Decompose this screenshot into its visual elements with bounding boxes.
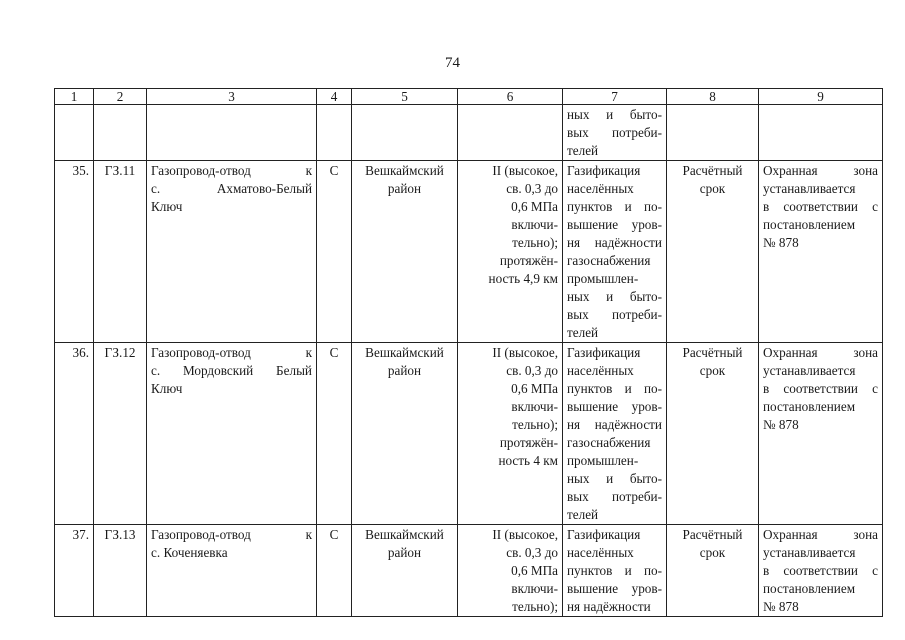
cell-text-line: ность 4,9 км: [488, 271, 558, 286]
cell-text-line: с. Ахматово-Белый: [151, 181, 312, 196]
header-cell: 1: [55, 89, 94, 105]
cell-text-line: Вешкаймский: [365, 163, 444, 178]
cell-text-line: пунктов и по-: [567, 199, 662, 214]
cell-text-line: Охранная зона: [763, 527, 878, 542]
cell-text-line: Газификация: [567, 527, 641, 542]
cell-text-line: вых потреби-: [567, 489, 662, 504]
cell-text-line: включи-: [511, 581, 558, 596]
cell-text-line: Охранная зона: [763, 163, 878, 178]
purpose-cell: [563, 105, 667, 161]
header-cell: 8: [667, 89, 759, 105]
row-number-cell: 37.: [55, 525, 94, 617]
status-cell: С: [317, 343, 352, 525]
document-table: [54, 88, 883, 617]
cell-text-line: № 878: [763, 417, 799, 432]
cell-text-line: срок: [699, 545, 726, 560]
header-cell: 2: [94, 89, 147, 105]
purpose-cell: [563, 343, 667, 525]
cell-text-line: ня надёжности: [567, 235, 662, 250]
implementation-term-cell: [667, 525, 759, 617]
cell-text-line: вышение уров-: [567, 399, 662, 414]
cell-text-line: устанавливается: [763, 363, 856, 378]
cell-text-line: Охранная зона: [763, 345, 878, 360]
cell-text-line: вых потреби-: [567, 125, 662, 140]
cell-text-line: район: [387, 181, 422, 196]
cell-text-line: Расчётный: [682, 163, 743, 178]
cell-text-line: Ключ: [151, 381, 183, 396]
object-name-cell: [147, 161, 317, 343]
cell-text-line: Газификация: [567, 345, 641, 360]
cell-text-line: район: [387, 363, 422, 378]
cell-text-line: тельно);: [512, 599, 558, 614]
cell-text-line: 0,6 МПа: [511, 199, 558, 214]
header-cell: 9: [759, 89, 883, 105]
purpose-cell: [563, 525, 667, 617]
cell-text-line: телей: [567, 507, 599, 522]
parameters-cell: [458, 343, 563, 525]
cell-text-line: Вешкаймский: [365, 345, 444, 360]
parameters-cell: [458, 525, 563, 617]
header-cell: 5: [352, 89, 458, 105]
object-code-cell: ГЗ.12: [94, 343, 147, 525]
cell-text-line: в соответствии с: [763, 199, 878, 214]
cell-text-line: Расчётный: [682, 345, 743, 360]
cell-text-line: вышение уров-: [567, 217, 662, 232]
cell-text-line: II (высокое,: [492, 163, 558, 178]
cell-text-line: Газификация: [567, 163, 641, 178]
cell-text-line: Газопровод-отвод к: [151, 527, 312, 542]
cell-text-line: № 878: [763, 599, 799, 614]
cell-text-line: протяжён-: [499, 253, 558, 268]
header-cell: 4: [317, 89, 352, 105]
cell-text-line: ность 4 км: [498, 453, 558, 468]
cell-text-line: 0,6 МПа: [511, 381, 558, 396]
cell-text-line: постановлением: [763, 399, 856, 414]
cell-text-line: в соответствии с: [763, 563, 878, 578]
cell-text-line: протяжён-: [499, 435, 558, 450]
table-cell: [352, 105, 458, 161]
cell-text-line: постановлением: [763, 217, 856, 232]
implementation-term-cell: [667, 343, 759, 525]
cell-text-line: населённых: [567, 181, 634, 196]
cell-text-line: промышлен-: [567, 271, 639, 286]
cell-text-line: ня надёжности: [567, 417, 662, 432]
purpose-cell: [563, 161, 667, 343]
district-cell: [352, 161, 458, 343]
protection-zone-cell: [759, 161, 883, 343]
table-row: [55, 525, 883, 617]
cell-text-line: II (высокое,: [492, 345, 558, 360]
cell-text-line: Газопровод-отвод к: [151, 345, 312, 360]
table-cell: [317, 105, 352, 161]
cell-text-line: включи-: [511, 217, 558, 232]
cell-text-line: Ключ: [151, 199, 183, 214]
cell-text-line: вышение уров-: [567, 581, 662, 596]
status-cell: С: [317, 161, 352, 343]
cell-text-line: постановлением: [763, 581, 856, 596]
cell-text-line: Вешкаймский: [365, 527, 444, 542]
cell-text-line: устанавливается: [763, 181, 856, 196]
table-cell: [94, 105, 147, 161]
object-name-cell: [147, 343, 317, 525]
cell-text-line: телей: [567, 325, 599, 340]
page-number: 74: [445, 55, 460, 71]
cell-text-line: II (высокое,: [492, 527, 558, 542]
cell-text-line: включи-: [511, 399, 558, 414]
table-row-continuation: [55, 105, 883, 161]
cell-text-line: 0,6 МПа: [511, 563, 558, 578]
cell-text-line: устанавливается: [763, 545, 856, 560]
cell-text-line: телей: [567, 143, 599, 158]
row-number-cell: 36.: [55, 343, 94, 525]
row-number-cell: 35.: [55, 161, 94, 343]
header-cell: 3: [147, 89, 317, 105]
cell-text-line: с. Коченяевка: [151, 545, 228, 560]
object-code-cell: ГЗ.13: [94, 525, 147, 617]
cell-text-line: ных и быто-: [567, 471, 662, 486]
table-cell: [55, 105, 94, 161]
table-cell: [667, 105, 759, 161]
object-code-cell: ГЗ.11: [94, 161, 147, 343]
table-cell: [458, 105, 563, 161]
cell-text-line: ных и быто-: [567, 289, 662, 304]
cell-text-line: № 878: [763, 235, 799, 250]
implementation-term-cell: [667, 161, 759, 343]
header-cell: 7: [563, 89, 667, 105]
cell-text-line: Расчётный: [682, 527, 743, 542]
protection-zone-cell: [759, 525, 883, 617]
cell-text-line: Газопровод-отвод к: [151, 163, 312, 178]
table-row: [55, 343, 883, 525]
cell-text-line: ня надёжности: [567, 599, 651, 614]
protection-zone-cell: [759, 343, 883, 525]
district-cell: [352, 525, 458, 617]
cell-text-line: тельно);: [512, 417, 558, 432]
cell-text-line: с. Мордовский Белый: [151, 363, 312, 378]
cell-text-line: ных и быто-: [567, 107, 662, 122]
cell-text-line: тельно);: [512, 235, 558, 250]
cell-text-line: пунктов и по-: [567, 381, 662, 396]
cell-text-line: срок: [699, 363, 726, 378]
cell-text-line: срок: [699, 181, 726, 196]
object-name-cell: [147, 525, 317, 617]
cell-text-line: район: [387, 545, 422, 560]
cell-text-line: населённых: [567, 363, 634, 378]
district-cell: [352, 343, 458, 525]
table-cell: [147, 105, 317, 161]
cell-text-line: в соответствии с: [763, 381, 878, 396]
cell-text-line: промышлен-: [567, 453, 639, 468]
cell-text-line: газоснабжения: [567, 253, 651, 268]
cell-text-line: населённых: [567, 545, 634, 560]
cell-text-line: св. 0,3 до: [506, 545, 558, 560]
parameters-cell: [458, 161, 563, 343]
table-cell: [759, 105, 883, 161]
cell-text-line: св. 0,3 до: [506, 181, 558, 196]
status-cell: С: [317, 525, 352, 617]
table-header-row: [55, 89, 883, 105]
cell-text-line: вых потреби-: [567, 307, 662, 322]
table-row: [55, 161, 883, 343]
cell-text-line: пунктов и по-: [567, 563, 662, 578]
header-cell: 6: [458, 89, 563, 105]
cell-text-line: газоснабжения: [567, 435, 651, 450]
cell-text-line: св. 0,3 до: [506, 363, 558, 378]
